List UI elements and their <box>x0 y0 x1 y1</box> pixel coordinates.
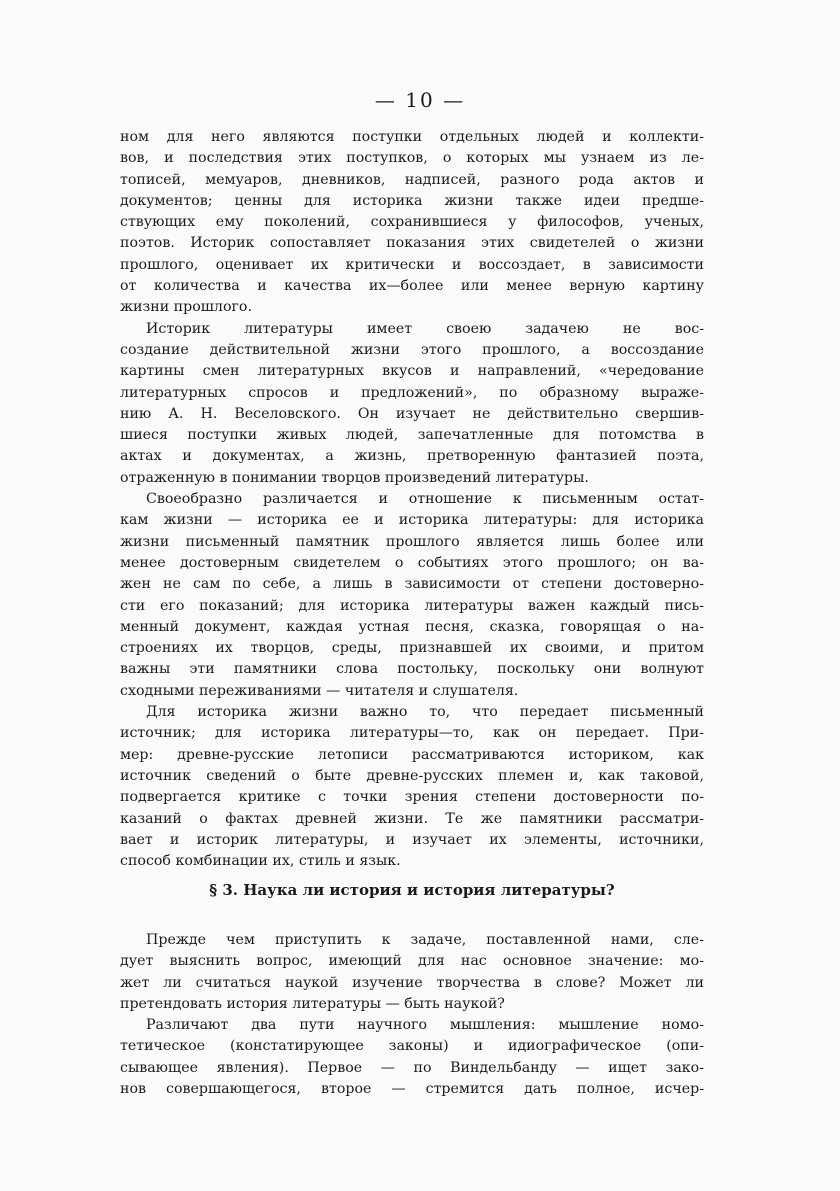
text-line: Прежде чем приступить к задаче, поставленной нами, сле- <box>146 932 704 948</box>
text-line: поэтов. Историк сопоставляет показания этих свидетелей о жизни <box>120 235 704 252</box>
text-line: сти его показаний; для историка литературы важен каждый пись- <box>120 597 704 614</box>
text-line: мер: древне-русские летописи рассматриваются историком, как <box>120 746 704 763</box>
page-number: — 10 — <box>374 88 466 112</box>
text-line: сходными переживаниями — читателя и слушателя. <box>120 682 519 699</box>
text-line: кам жизни — историка ее и историка литературы: для историка <box>120 512 704 529</box>
text-line: сывающее явления). Первое — по Виндельбанду — ищет зако- <box>120 1059 704 1076</box>
text-line: менный документ, каждая устная песня, сказка, говорящая о на- <box>120 618 704 635</box>
text-line: отраженную в понимании творцов произведений литературы. <box>120 469 589 486</box>
text-line: от количества и качества их—более или менее верную картину <box>120 278 704 295</box>
text-line: дует выяснить вопрос, имеющий для нас основное значение: мо- <box>120 953 704 970</box>
text-line: тетическое (констатирующее законы) и идиографическое (опи- <box>120 1038 704 1055</box>
text-line: строениях их творцов, среды, признавшей их своими, и притом <box>120 640 704 657</box>
text-line: претендовать история литературы — быть наукой? <box>120 995 505 1012</box>
text-line: жет ли считаться наукой изучение творчества в слове? Может ли <box>120 974 704 991</box>
text-line: Для историка жизни важно то, что передает письменный <box>146 704 704 721</box>
text-line: ном для него являются поступки отдельных людей и коллекти- <box>120 129 704 145</box>
text-line: шиеся поступки живых людей, запечатленные для потомства в <box>120 427 704 444</box>
text-line: актах и документах, а жизнь, претворенную фантазией поэта, <box>120 448 704 465</box>
text-line: литературных спросов и предложений», по образному выраже- <box>120 384 704 401</box>
text-line: Различают два пути научного мышления: мышление номо- <box>146 1017 704 1034</box>
text-line: Историк литературы имеет своею задачею не вос- <box>146 320 704 337</box>
text-line: менее достоверным свидетелем о событиях этого прошлого; он ва- <box>120 554 704 571</box>
text-line: казаний о фактах древней жизни. Те же памятники рассматри- <box>120 810 704 827</box>
text-line: источник сведений о быте древне-русских племен и, как таковой, <box>120 767 704 784</box>
body-text-bottom <box>120 930 704 1100</box>
text-line: создание действительной жизни этого прошлого, а воссоздание <box>120 341 704 358</box>
text-line: способ комбинации их, стиль и язык. <box>120 853 401 870</box>
text-line: источник; для историка литературы—то, как он передает. При- <box>120 725 704 742</box>
text-line: документов; ценны для историка жизни также идеи предше- <box>120 192 704 209</box>
section-heading: § 3. Наука ли история и история литературы? <box>209 881 615 899</box>
text-line: нов совершающегося, второе — стремится дать полное, исчер- <box>120 1081 704 1098</box>
text-line: нию А. Н. Веселовского. Он изучает не действительно свершив- <box>120 405 704 422</box>
text-line: подвергается критике с точки зрения степени достоверности по- <box>120 789 704 806</box>
text-line: вает и историк литературы, и изучает их элементы, источники, <box>120 831 704 848</box>
text-line: Своеобразно различается и отношение к письменным остат- <box>146 491 704 508</box>
text-line: ствующих ему поколений, сохранившиеся у философов, ученых, <box>120 214 704 231</box>
text-line: вов, и последствия этих поступков, о которых мы узнаем из ле- <box>120 150 704 167</box>
text-line: картины смен литературных вкусов и направлений, «чередование <box>120 363 704 380</box>
text-line: важны эти памятники слова постольку, поскольку они волнуют <box>120 661 704 678</box>
text-line: тописей, мемуаров, дневников, надписей, разного рода актов и <box>120 171 704 188</box>
text-line: жизни прошлого. <box>120 299 252 316</box>
text-line: жен не сам по себе, а лишь в зависимости от степени достоверно- <box>120 576 704 593</box>
text-line: прошлого, оценивает их критически и воссоздает, в зависимости <box>120 256 704 273</box>
body-text-top <box>120 127 704 872</box>
text-line: жизни письменный памятник прошлого является лишь более или <box>120 533 704 550</box>
